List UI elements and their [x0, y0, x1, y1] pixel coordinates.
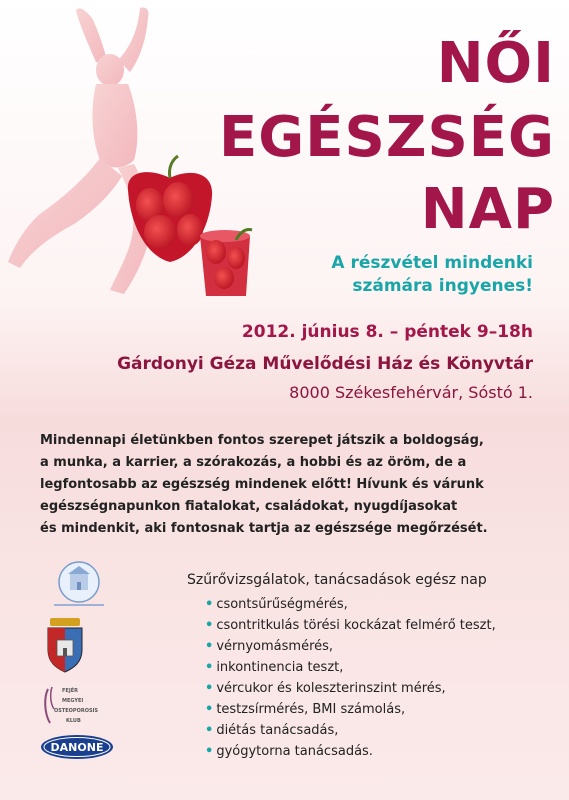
danone-logo-icon	[40, 734, 114, 760]
intro-line: a munka, a karrier, a szórakozás, a hobbi és az öröm, de a	[40, 455, 467, 470]
list-item	[205, 741, 496, 762]
list-item	[205, 699, 496, 720]
services-list	[205, 594, 496, 762]
logo-text-line-4: KLUB	[66, 718, 81, 724]
title-line-2: EGÉSZSÉG	[219, 105, 555, 170]
bullet-icon: •	[205, 639, 214, 654]
bullet-icon: •	[205, 744, 214, 759]
logo-text-line-3: OSTEOPOROSIS	[54, 708, 99, 714]
bullet-icon: •	[205, 597, 214, 612]
logo-text-line-2: MEGYEI	[62, 698, 84, 704]
list-item-label: gyógytorna tanácsadás.	[216, 744, 373, 759]
intro-line: és mindenkit, aki fontosnak tartja az egészsége megőrzését.	[40, 521, 488, 536]
list-item-label: vérnyomásmérés,	[216, 639, 334, 654]
list-item-label: inkontinencia teszt,	[216, 660, 344, 675]
bullet-icon: •	[205, 723, 214, 738]
list-item-label: csontsűrűségmérés,	[216, 597, 348, 612]
list-item	[205, 636, 496, 657]
title-line-1: NŐI	[436, 31, 555, 96]
list-item	[205, 615, 496, 636]
tagline-line-1: A részvétel mindenki	[331, 253, 533, 273]
bullet-icon: •	[205, 702, 214, 717]
intro-paragraph	[40, 430, 530, 540]
intro-line: egészségnapunkon fiatalokat, családokat, nyugdíjasokat	[40, 499, 458, 514]
title-line-3: NAP	[420, 177, 555, 242]
tagline	[331, 252, 533, 298]
list-item	[205, 594, 496, 615]
bullet-icon: •	[205, 681, 214, 696]
intro-line: legfontosabb az egészség mindenek előtt! Hívunk és várunk	[40, 477, 484, 492]
list-item-label: testzsírmérés, BMI számolás,	[216, 702, 406, 717]
strawberry-bowl-icon	[128, 156, 252, 296]
intro-line: Mindennapi életünkben fontos szerepet játszik a boldogság,	[40, 433, 484, 448]
list-item	[205, 657, 496, 678]
list-item-label: csontritkulás törési kockázat felmérő teszt,	[216, 618, 496, 633]
tagline-line-2: számára ingyenes!	[352, 276, 533, 296]
bullet-icon: •	[205, 660, 214, 675]
event-venue: Gárdonyi Géza Művelődési Ház és Könyvtár	[117, 354, 533, 374]
hospital-logo-icon	[40, 560, 118, 612]
list-item	[205, 720, 496, 741]
logo-text-line-1: FEJÉR	[62, 688, 78, 694]
list-item-label: vércukor és koleszterinszint mérés,	[216, 681, 446, 696]
coat-of-arms-icon	[40, 616, 90, 676]
osteoporosis-club-logo-icon	[40, 683, 118, 727]
list-item	[205, 678, 496, 699]
list-item-label: diétás tanácsadás,	[216, 723, 339, 738]
bullet-icon: •	[205, 618, 214, 633]
event-address: 8000 Székesfehérvár, Sóstó 1.	[289, 383, 533, 402]
woman-silhouette-icon	[8, 7, 151, 294]
event-date: 2012. június 8. – péntek 9–18h	[241, 322, 533, 342]
services-title: Szűrővizsgálatok, tanácsadások egész nap	[187, 572, 487, 588]
danone-wordmark: DANONE	[50, 741, 104, 754]
